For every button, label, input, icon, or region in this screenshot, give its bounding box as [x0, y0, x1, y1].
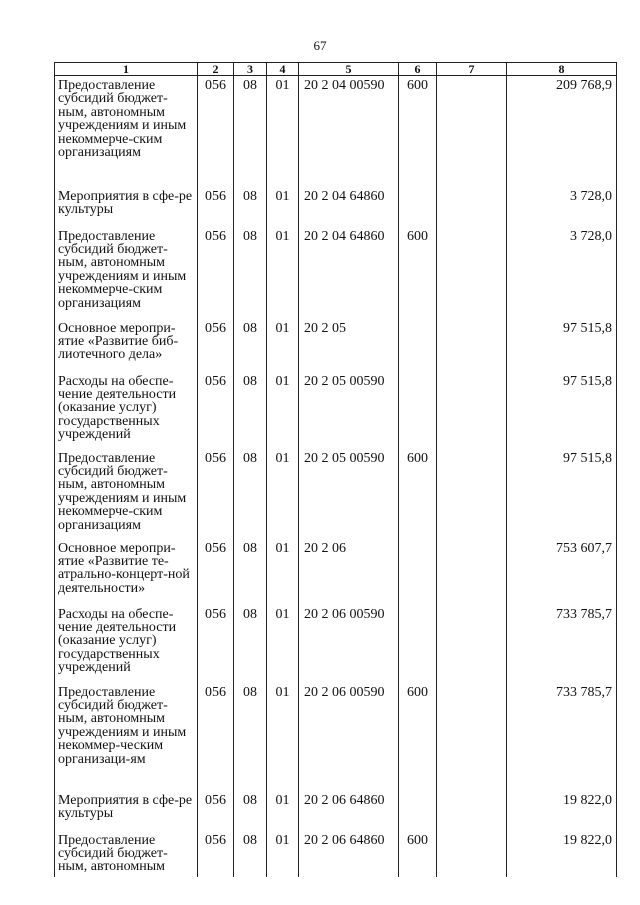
row-name-cell: Предоставление субсидий бюджет-ным, автономным учреждениям и иным некоммерче-ским организациям: [55, 227, 198, 319]
row-code-cell: 056: [198, 605, 234, 683]
row-kind-cell: 600: [399, 683, 437, 791]
row-target-cell: 20 2 04 00590: [299, 76, 399, 187]
row-name-cell: Основное меропри-ятие «Развитие те-атрально-концерт-ной деятельности»: [55, 539, 198, 605]
row-col7-cell: [437, 319, 507, 372]
row-amount-cell: 3 728,0: [507, 227, 617, 319]
row-subsection-cell: 01: [267, 227, 299, 319]
row-col7-cell: [437, 539, 507, 605]
row-target-cell: 20 2 06 00590: [299, 683, 399, 791]
table-row: [55, 605, 617, 683]
row-name-cell: Предоставление субсидий бюджет-ным, автономным учреждениям и иным некоммерче-ским организациям: [55, 449, 198, 539]
row-subsection-cell: 01: [267, 76, 299, 187]
header-col-8: 8: [507, 63, 617, 76]
row-code-cell: 056: [198, 227, 234, 319]
row-col7-cell: [437, 187, 507, 227]
table-row: [55, 449, 617, 539]
page-number: 67: [313, 38, 327, 53]
row-target-cell: 20 2 06: [299, 539, 399, 605]
table-row: [55, 227, 617, 319]
row-subsection-cell: 01: [267, 831, 299, 877]
row-code-cell: 056: [198, 449, 234, 539]
row-target-cell: 20 2 05 00590: [299, 372, 399, 449]
table-row: [55, 372, 617, 449]
row-amount-cell: 19 822,0: [507, 831, 617, 877]
row-section-cell: 08: [234, 831, 267, 877]
row-amount-cell: 97 515,8: [507, 319, 617, 372]
row-col7-cell: [437, 227, 507, 319]
row-target-cell: 20 2 05: [299, 319, 399, 372]
row-subsection-cell: 01: [267, 187, 299, 227]
row-name-cell: Основное меропри-ятие «Развитие биб-лиотечного дела»: [55, 319, 198, 372]
row-col7-cell: [437, 372, 507, 449]
header-col-6: 6: [399, 63, 437, 76]
row-code-cell: 056: [198, 791, 234, 831]
row-code-cell: 056: [198, 76, 234, 187]
header-col-4: 4: [267, 63, 299, 76]
row-subsection-cell: 01: [267, 791, 299, 831]
row-target-cell: 20 2 06 00590: [299, 605, 399, 683]
row-target-cell: 20 2 04 64860: [299, 227, 399, 319]
row-code-cell: 056: [198, 831, 234, 877]
row-kind-cell: 600: [399, 76, 437, 187]
row-kind-cell: [399, 605, 437, 683]
row-code-cell: 056: [198, 319, 234, 372]
header-col-7: 7: [437, 63, 507, 76]
row-subsection-cell: 01: [267, 683, 299, 791]
row-subsection-cell: 01: [267, 449, 299, 539]
row-code-cell: 056: [198, 372, 234, 449]
header-col-1: 1: [55, 63, 198, 76]
row-subsection-cell: 01: [267, 319, 299, 372]
row-amount-cell: 97 515,8: [507, 449, 617, 539]
row-name-cell: Расходы на обеспе-чение деятельности (оказание услуг) государственных учреждений: [55, 372, 198, 449]
row-section-cell: 08: [234, 683, 267, 791]
row-code-cell: 056: [198, 683, 234, 791]
row-col7-cell: [437, 76, 507, 187]
row-section-cell: 08: [234, 539, 267, 605]
row-section-cell: 08: [234, 605, 267, 683]
table-row: [55, 683, 617, 791]
row-amount-cell: 19 822,0: [507, 791, 617, 831]
row-amount-cell: 97 515,8: [507, 372, 617, 449]
row-col7-cell: [437, 605, 507, 683]
row-col7-cell: [437, 831, 507, 877]
row-col7-cell: [437, 449, 507, 539]
row-code-cell: 056: [198, 187, 234, 227]
row-target-cell: 20 2 06 64860: [299, 791, 399, 831]
table-header-row: [55, 63, 617, 76]
row-name-cell: Предоставление субсидий бюджет-ным, автономным учреждениям и иным некоммер-ческим организаци-ям: [55, 683, 198, 791]
row-kind-cell: 600: [399, 831, 437, 877]
row-section-cell: 08: [234, 449, 267, 539]
row-target-cell: 20 2 06 64860: [299, 831, 399, 877]
row-amount-cell: 733 785,7: [507, 683, 617, 791]
header-col-3: 3: [234, 63, 267, 76]
table-body: [55, 76, 617, 877]
row-name-cell: Мероприятия в сфе-ре культуры: [55, 187, 198, 227]
row-subsection-cell: 01: [267, 539, 299, 605]
row-section-cell: 08: [234, 372, 267, 449]
row-code-cell: 056: [198, 539, 234, 605]
row-section-cell: 08: [234, 227, 267, 319]
header-col-5: 5: [299, 63, 399, 76]
row-section-cell: 08: [234, 187, 267, 227]
row-kind-cell: [399, 372, 437, 449]
table-row: [55, 831, 617, 877]
row-kind-cell: 600: [399, 227, 437, 319]
row-kind-cell: [399, 791, 437, 831]
row-section-cell: 08: [234, 76, 267, 187]
header-col-2: 2: [198, 63, 234, 76]
row-kind-cell: 600: [399, 449, 437, 539]
table-row: [55, 76, 617, 187]
row-target-cell: 20 2 05 00590: [299, 449, 399, 539]
row-col7-cell: [437, 791, 507, 831]
table-row: [55, 791, 617, 831]
row-name-cell: Предоставление субсидий бюджет-ным, автономным учреждениям и иным некоммерче-ским организациям: [55, 76, 198, 187]
row-kind-cell: [399, 319, 437, 372]
row-amount-cell: 3 728,0: [507, 187, 617, 227]
row-col7-cell: [437, 683, 507, 791]
row-section-cell: 08: [234, 319, 267, 372]
row-section-cell: 08: [234, 791, 267, 831]
row-kind-cell: [399, 187, 437, 227]
row-name-cell: Предоставление субсидий бюджет-ным, автономным: [55, 831, 198, 877]
row-target-cell: 20 2 04 64860: [299, 187, 399, 227]
table-row: [55, 539, 617, 605]
row-amount-cell: 209 768,9: [507, 76, 617, 187]
row-subsection-cell: 01: [267, 605, 299, 683]
table-row: [55, 187, 617, 227]
budget-table-container: [54, 62, 616, 875]
budget-table: [54, 62, 617, 877]
row-amount-cell: 733 785,7: [507, 605, 617, 683]
row-subsection-cell: 01: [267, 372, 299, 449]
row-amount-cell: 753 607,7: [507, 539, 617, 605]
row-name-cell: Мероприятия в сфе-ре культуры: [55, 791, 198, 831]
row-kind-cell: [399, 539, 437, 605]
table-row: [55, 319, 617, 372]
row-name-cell: Расходы на обеспе-чение деятельности (оказание услуг) государственных учреждений: [55, 605, 198, 683]
